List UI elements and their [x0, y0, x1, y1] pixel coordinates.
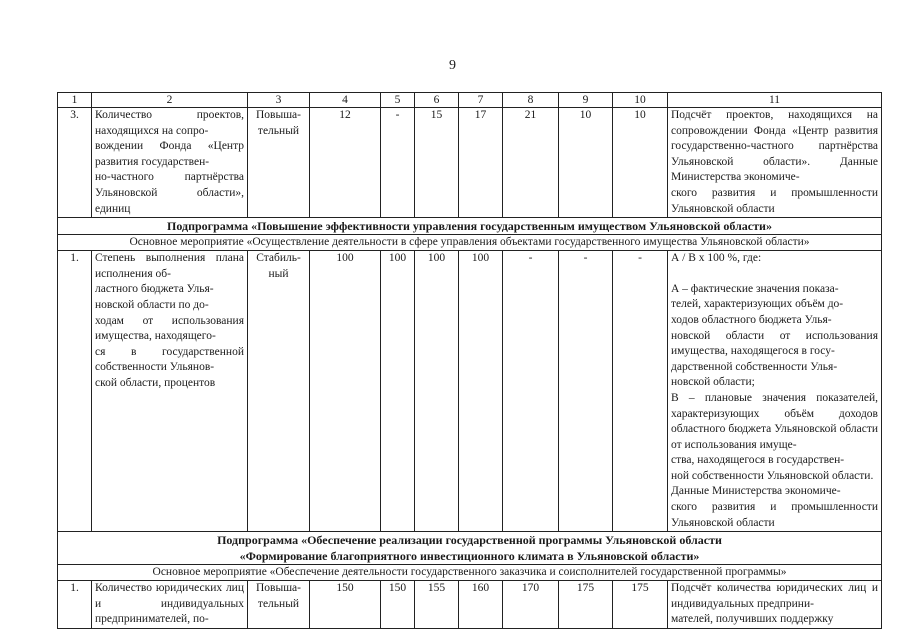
indicator-trend: Стабиль- ный	[248, 251, 310, 532]
header-cell: 11	[668, 93, 882, 108]
method-definition-b: В – плановые значения показателей, характеризующих объём доходов областного бюджета Ульяновской области от использования имуще- ства, находящегося в государствен- ной собственности Ульяновской области.	[671, 391, 878, 482]
value-cell: -	[381, 108, 415, 218]
value-cell: 150	[310, 581, 381, 629]
value-cell: -	[613, 251, 668, 532]
value-cell: 10	[559, 108, 613, 218]
header-cell: 9	[559, 93, 613, 108]
value-cell: 175	[613, 581, 668, 629]
method-data-source: Данные Министерства экономиче- ского развития и промышленности Ульяновской области	[671, 485, 878, 529]
indicator-trend: Повыша- тельный	[248, 108, 310, 218]
subprogram-title: Подпрограмма «Повышение эффективности управления государственным имуществом Ульяновской области»	[58, 218, 882, 235]
value-cell: 21	[503, 108, 559, 218]
value-cell: 10	[613, 108, 668, 218]
value-cell: -	[503, 251, 559, 532]
main-event-title: Основное мероприятие «Обеспечение деятельности государственного заказчика и соисполнителей государственной программы»	[58, 565, 882, 581]
value-cell: 150	[381, 581, 415, 629]
header-cell: 8	[503, 93, 559, 108]
table-row	[58, 108, 882, 218]
calculation-method: Подсчёт количества юридических лиц и индивидуальных предприни- мателей, получивших поддержку	[668, 581, 882, 629]
value-cell: 100	[459, 251, 503, 532]
header-cell: 1	[58, 93, 92, 108]
value-cell: 12	[310, 108, 381, 218]
header-cell: 3	[248, 93, 310, 108]
header-cell: 6	[415, 93, 459, 108]
header-cell: 10	[613, 93, 668, 108]
value-cell: 17	[459, 108, 503, 218]
header-cell: 2	[92, 93, 248, 108]
subprogram-title-line: «Формирование благоприятного инвестиционного климата в Ульяновской области»	[239, 549, 700, 564]
value-cell: 100	[381, 251, 415, 532]
page-number: 9	[449, 58, 456, 73]
header-cell: 5	[381, 93, 415, 108]
table-row	[58, 251, 882, 532]
value-cell: 170	[503, 581, 559, 629]
value-cell: 155	[415, 581, 459, 629]
row-number: 3.	[58, 108, 92, 218]
subprogram-title	[58, 532, 882, 565]
value-cell: 160	[459, 581, 503, 629]
table-row	[58, 581, 882, 629]
value-cell: -	[559, 251, 613, 532]
subprogram-title-line: Подпрограмма «Обеспечение реализации государственной программы Ульяновской области	[217, 533, 722, 548]
row-number: 1.	[58, 581, 92, 629]
indicator-name: Количество юридических лиц и индивидуальных предпринимателей, по-	[92, 581, 248, 629]
main-event-title: Основное мероприятие «Осуществление деятельности в сфере управления объектами государственного имущества Ульяновской области»	[58, 235, 882, 251]
indicator-trend: Повыша- тельный	[248, 581, 310, 629]
indicator-name: Количество проектов, находящихся на сопро- вождении Фонда «Центр развития государствен- но-частного партнёрства Ульяновской области», единиц	[92, 108, 248, 218]
value-cell: 100	[415, 251, 459, 532]
value-cell: 100	[310, 251, 381, 532]
main-event-row	[58, 235, 882, 251]
row-number: 1.	[58, 251, 92, 532]
header-row	[58, 93, 882, 108]
calculation-method	[668, 251, 882, 532]
main-event-row	[58, 565, 882, 581]
value-cell: 175	[559, 581, 613, 629]
subprogram-row	[58, 532, 882, 565]
value-cell: 15	[415, 108, 459, 218]
subprogram-row	[58, 218, 882, 235]
indicators-table	[57, 92, 882, 629]
indicator-name: Степень выполнения плана исполнения об- ластного бюджета Улья- новской области по до- ходам от использования имущества, находящего- ся в государственной собственности Ульянов- ской области, процентов	[92, 251, 248, 532]
method-formula: А / В х 100 %, где:	[671, 252, 762, 265]
header-cell: 7	[459, 93, 503, 108]
calculation-method: Подсчёт проектов, находящихся на сопровождении Фонда «Центр развития государственно-частного партнёрства Ульяновской области». Данные Министерства экономиче- ского развития и промышленности Ульяновской области	[668, 108, 882, 218]
method-definition-a: А – фактические значения показа- телей, характеризующих объём до- ходов областного бюджета Улья- новской области от использования имущества, находящегося в госу- дарственной собственности Улья- новской области;	[671, 282, 878, 389]
header-cell: 4	[310, 93, 381, 108]
